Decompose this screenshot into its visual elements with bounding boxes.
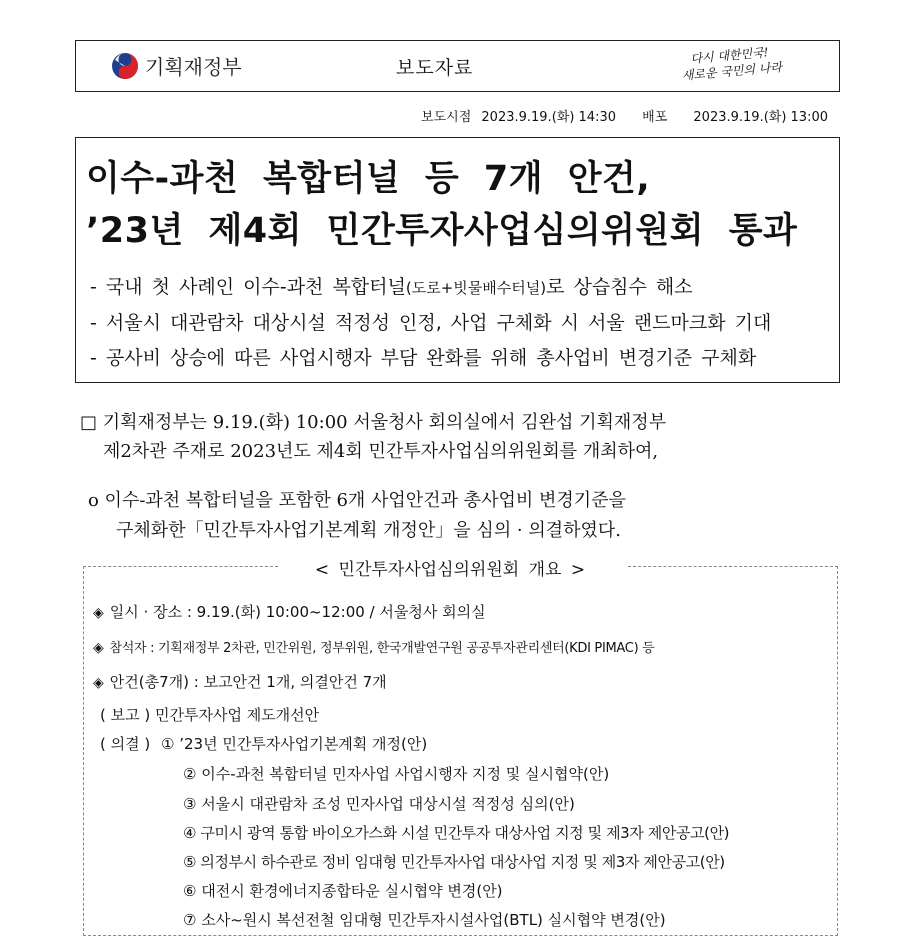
release-value: 2023.9.19.(화) 14:30: [481, 110, 616, 125]
header-box: [75, 40, 840, 92]
slogan: [680, 43, 783, 83]
overview-report: ( 보고 ) 민간투자사업 제도개선안: [100, 706, 320, 724]
date-place-text: 일시 · 장소 : 9.19.(화) 10:00~12:00 / 서울청사 회의실: [109, 603, 486, 621]
taegeuk-icon: [111, 52, 139, 80]
diamond-bullet-icon: ◈: [93, 605, 104, 621]
diamond-bullet-icon: ◈: [93, 640, 104, 656]
agenda-item-5: ⑤ 의정부시 하수관로 정비 임대형 민간투자사업 대상사업 지정 및 제3자 제안공고(안): [183, 853, 725, 871]
distribution-value: 2023.9.19.(화) 13:00: [693, 110, 828, 125]
overview-resolution: [100, 733, 427, 754]
paragraph-2-line-1: o 이수-과천 복합터널을 포함한 6개 사업안건과 총사업비 변경기준을: [88, 490, 626, 511]
subtitle-3: - 공사비 상승에 따른 사업시행자 부담 완화를 위해 총사업비 변경기준 구체화: [90, 347, 757, 369]
paragraph-1-line-1: □ 기획재정부는 9.19.(화) 10:00 서울청사 회의실에서 김완섭 기획재정부: [80, 412, 667, 433]
release-label: 보도시점: [421, 110, 472, 125]
title-box: [75, 137, 840, 383]
slogan-line-1: 다시 대한민국!: [689, 45, 769, 66]
agenda-item-6: ⑥ 대전시 환경에너지종합타운 실시협약 변경(안): [183, 882, 503, 900]
overview-date-place: [93, 601, 486, 622]
agenda-item-1: ① ’23년 민간투자사업기본계획 개정(안): [161, 735, 428, 753]
agenda-item-4: ④ 구미시 광역 통합 바이오가스화 시설 민간투자 대상사업 지정 및 제3자 제안공고(안): [183, 824, 730, 842]
agenda-item-7: ⑦ 소사~원시 복선전철 임대형 민간투자시설사업(BTL) 실시협약 변경(안): [183, 911, 666, 929]
paragraph-2-line-2: 구체화한「민간투자사업기본계획 개정안」을 심의 · 의결하였다.: [116, 520, 622, 541]
subtitle-1-small: (도로+빗물배수터널): [405, 279, 547, 297]
subtitle-1-b: 로 상습침수 해소: [546, 276, 693, 298]
agenda-summary-text: 안건(총7개) : 보고안건 1개, 의결안건 7개: [109, 673, 387, 691]
headline-line-2: ’23년 제4회 민간투자사업심의위원회 통과: [86, 211, 798, 251]
subtitle-1-a: - 국내 첫 사례인 이수-과천 복합터널: [90, 276, 406, 298]
agenda-item-2: ② 이수-과천 복합터널 민자사업 사업시행자 지정 및 실시협약(안): [183, 765, 610, 783]
attendees-text: 참석자 : 기획재정부 2차관, 민간위원, 정부위원, 한국개발연구원 공공투자관리센터(KDI PIMAC) 등: [109, 641, 655, 656]
release-info: [415, 106, 828, 125]
overview-title: < 민간투자사업심의위원회 개요 >: [314, 560, 586, 580]
resolution-label: ( 의결 ): [100, 735, 151, 753]
diamond-bullet-icon: ◈: [93, 675, 104, 691]
overview-agenda-summary: [93, 671, 387, 692]
subtitle-2: - 서울시 대관람차 대상시설 적정성 인정, 사업 구체화 시 서울 랜드마크화 기대: [90, 312, 772, 334]
agenda-item-3: ③ 서울시 대관람차 조성 민자사업 대상시설 적정성 심의(안): [183, 795, 575, 813]
paragraph-1-line-2: 제2차관 주재로 2023년도 제4회 민간투자사업심의위원회를 개최하여,: [103, 441, 659, 462]
overview-attendees: [93, 637, 654, 656]
distribution-label: 배포: [642, 110, 668, 125]
ministry-name: 기획재정부: [145, 55, 242, 79]
doc-type-title: 보도자료: [396, 57, 474, 79]
slogan-line-2: 새로운 국민의 나라: [680, 60, 783, 83]
ministry-logo: [111, 51, 242, 80]
headline-line-1: 이수-과천 복합터널 등 7개 안건,: [86, 159, 651, 199]
subtitle-1: [90, 272, 693, 299]
